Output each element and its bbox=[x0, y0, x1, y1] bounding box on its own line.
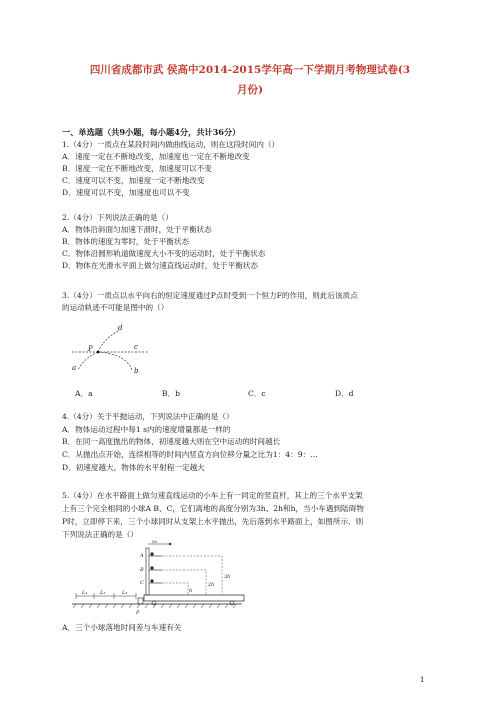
q5-label-2h: 2h bbox=[208, 582, 215, 588]
q5-cart-figure bbox=[72, 540, 417, 615]
q5-label-l1: L₁ bbox=[82, 590, 88, 596]
q2-option-a: A．物体沿斜面匀加速下滑时，处于平衡状态 bbox=[62, 225, 212, 234]
q3-option-b: B．b bbox=[162, 389, 181, 398]
q4-option-a: A．物体运动过程中每1 s内的速度增量都是一样的 bbox=[62, 425, 231, 434]
q5-cart-body bbox=[144, 595, 244, 601]
q4-stem: 4.（4分）关于平抛运动，下列说法中正确的是（） bbox=[62, 412, 234, 421]
q3-trajectory-d bbox=[98, 330, 120, 352]
q3-option-d: D．d bbox=[335, 389, 354, 398]
title-line-1: 四川省成都市武 侯高中2014-2015学年高一下学期月考物理试卷(3 bbox=[89, 64, 411, 76]
q3-stem-line-2: 的运动轨迹不可能是图中的（） bbox=[62, 303, 169, 312]
q5-cart-wheel-right bbox=[230, 601, 234, 605]
q2-option-c: C．物体沿圆形轨道做速度大小不变的运动时，处于平衡状态 bbox=[62, 249, 266, 258]
q3-label-d: d bbox=[118, 324, 123, 332]
q2-option-d: D．物体在光滑水平面上做匀速直线运动时，处于平衡状态 bbox=[62, 261, 258, 270]
q2-option-b: B．物体的速度为零时，处于平衡状态 bbox=[62, 237, 190, 246]
q3-label-p: P bbox=[88, 345, 93, 353]
title-line-2: 月份) bbox=[237, 84, 263, 96]
q3-label-b: b bbox=[134, 367, 139, 375]
q5-label-b: B bbox=[140, 567, 144, 573]
q4-option-d: D．初速度越大，物体的水平射程一定越大 bbox=[62, 463, 205, 472]
q5-ground-hatch bbox=[73, 604, 236, 608]
page-title bbox=[60, 60, 440, 100]
q5-label-l3: L₃ bbox=[122, 590, 128, 596]
q5-option-a: A．三个小球落地时间差与车速有关 bbox=[62, 623, 182, 632]
section-heading: 一、单选题（共9小题，每小题4分，共计36分） bbox=[62, 127, 241, 137]
q5-stem-line-2: 上有三个完全相同的小球A B、C，它们离地的高度分别为3h、2h和h，当小车遇到陆碍物 bbox=[62, 504, 364, 513]
q5-cart-wheel-left bbox=[152, 601, 156, 605]
q5-stem-line-4: 下列说法正确的是（） bbox=[62, 530, 138, 539]
q5-label-l2: L₂ bbox=[100, 590, 106, 596]
q4-option-c: C．从抛出点开始，连续相等的时间内竖直方向位移分量之比为1：4：9：… bbox=[62, 450, 318, 459]
q5-label-h: h bbox=[189, 588, 193, 594]
q3-option-c: C．c bbox=[248, 389, 266, 398]
q5-ball-c bbox=[150, 579, 153, 582]
q3-option-a: A．a bbox=[75, 389, 93, 398]
q5-label-3h: 3h bbox=[224, 574, 231, 580]
q4-option-b: B．在同一高度抛出的物体，初速度越大则在空中运动的时间越长 bbox=[62, 437, 281, 446]
q5-ball-a bbox=[150, 552, 153, 555]
q1-option-c: C．速度可以不变，加速度一定不断地改变 bbox=[62, 176, 205, 185]
q5-label-v0: v₀ bbox=[152, 540, 157, 545]
q1-option-d: D．速度可以不变，加速度也可以不变 bbox=[62, 188, 190, 197]
q5-stem-line-1: 5.（4分）在水平路面上做匀速直线运动的小车上有一同定的竖直杆，其上的三个水平支架 bbox=[62, 491, 363, 500]
q3-trajectory-a bbox=[78, 352, 98, 370]
q5-label-a: A bbox=[140, 553, 144, 559]
q5-velocity-arrowhead bbox=[169, 543, 172, 546]
q5-obstacle bbox=[138, 598, 143, 604]
q3-label-a: a bbox=[72, 364, 77, 372]
q3-trajectory-figure bbox=[70, 322, 160, 384]
q1-option-a: A．速度一定在不断地改变，加速度也一定在不断地改变 bbox=[62, 152, 250, 161]
q5-label-c: C bbox=[140, 580, 144, 586]
q2-stem: 2.（4分）下列说法正确的是（） bbox=[62, 213, 173, 222]
q3-point-p bbox=[97, 351, 100, 354]
q5-pole bbox=[146, 548, 149, 595]
q5-label-p: P bbox=[136, 610, 140, 615]
q1-option-b: B．速度一定在不断地改变，加速度可以不变 bbox=[62, 164, 212, 173]
q1-stem: 1.（4分）一质点在某段时间内做曲线运动，则在这段时间内（） bbox=[62, 140, 280, 149]
q3-label-c: c bbox=[134, 343, 138, 351]
q3-trajectory-b bbox=[98, 352, 132, 370]
q3-stem-line-1: 3.（4分）一质点以水平向右的恒定速度通过P点时受到一个恒力F的作用，则此后该质点 bbox=[62, 291, 358, 300]
q5-ball-b bbox=[150, 566, 153, 569]
page-number: 1 bbox=[420, 676, 425, 684]
q5-stem-line-3: P时，立即停下来，三个小球同时从支架上水平抛出，先后落到水平路面上，如图所示．则 bbox=[62, 517, 364, 526]
